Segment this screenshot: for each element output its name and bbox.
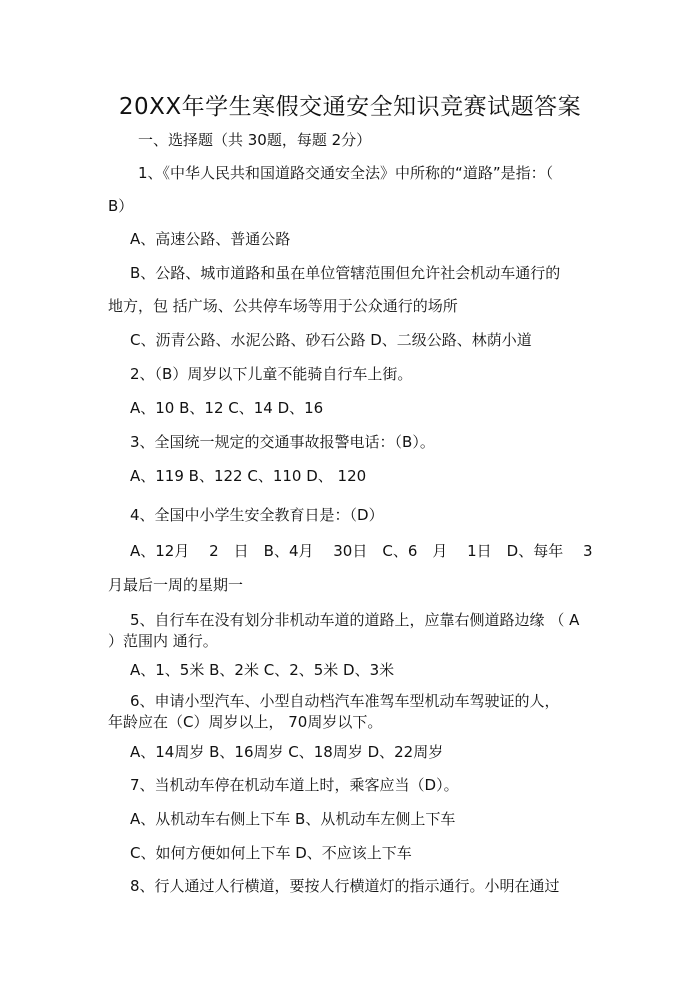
question-1-option-b-cont: 地方，包 括广场、公共停车场等用于公众通行的场所 [108,297,458,315]
document-title: 20XX年学生寒假交通安全知识竞赛试题答案 [118,94,582,120]
question-1-text: 1、《中华人民共和国道路交通安全法》中所称的“道路”是指：（ [138,164,554,182]
question-4-options-cont: 月最后一周的星期一 [108,576,244,594]
question-6-text: 6、申请小型汽车、小型自动档汽车准驾车型机动车驾驶证的人， [130,692,560,710]
question-7-options-ab: A、从机动车右侧上下车 B、从机动车左侧上下车 [130,810,456,828]
question-8-text: 8、行人通过人行横道，要按人行横道灯的指示通行。小明在通过 [130,877,560,895]
question-2-options: A、10 B、12 C、14 D、16 [130,399,324,417]
question-7-options-cd: C、如何方便如何上下车 D、不应该上下车 [130,844,412,862]
question-6-options: A、14周岁 B、16周岁 C、18周岁 D、22周岁 [130,743,444,761]
question-5-text-cont: ）范围内 通行。 [108,632,218,650]
question-1-option-b: B、公路、城市道路和虽在单位管辖范围但允许社会机动车通行的 [130,264,561,282]
question-4-text: 4、全国中小学生安全教育日是：（D） [130,506,384,524]
question-1-options-cd: C、沥青公路、水泥公路、砂石公路 D、二级公路、林荫小道 [130,331,532,349]
section-heading: 一、选择题（共 30题，每题 2分） [138,131,372,149]
question-5-options: A、1、5米 B、2米 C、2、5米 D、3米 [130,661,395,679]
question-2-text: 2、（B）周岁以下儿童不能骑自行车上街。 [130,365,413,383]
question-3-text: 3、全国统一规定的交通事故报警电话：（B）。 [130,433,435,451]
question-4-options: A、12月 2 日 B、4月 30日 C、6 月 1日 D、每年 3 [130,542,593,560]
question-7-text: 7、当机动车停在机动车道上时，乘客应当（D）。 [130,776,459,794]
question-1-option-a: A、高速公路、普通公路 [130,230,291,248]
question-6-text-cont: 年龄应在（C）周岁以上， 70周岁以下。 [108,713,383,731]
question-5-text: 5、自行车在没有划分非机动车道的道路上，应靠右侧道路边缘 （ A [130,611,580,629]
question-1-answer: B） [108,197,134,215]
question-3-options: A、119 B、122 C、110 D、 120 [130,467,367,485]
